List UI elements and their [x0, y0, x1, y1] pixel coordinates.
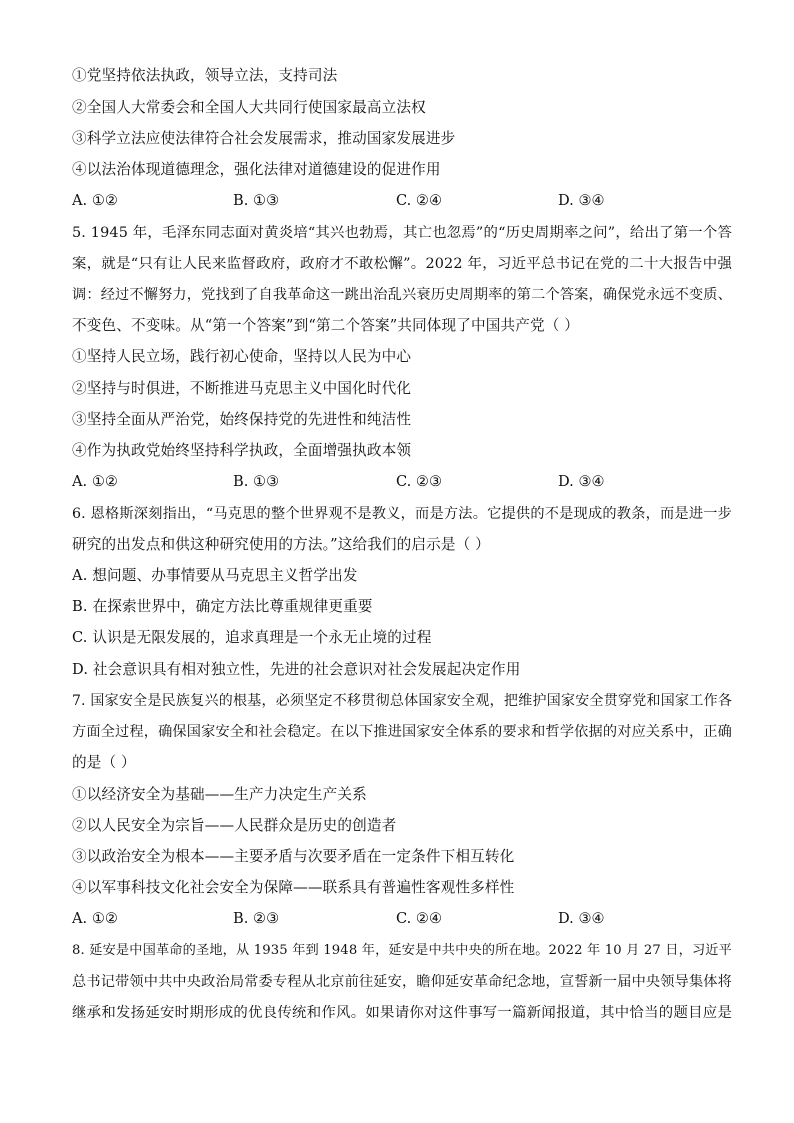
q6-choice-b: B. 在探索世界中，确定方法比尊重规律更重要: [72, 598, 373, 615]
q7-option-b: B. ②③: [233, 910, 280, 927]
q7-options: [72, 909, 732, 929]
q7-option-c: C. ②④: [396, 910, 443, 927]
q6-stem-line-1: 6. 恩格斯深刻指出，“马克思的整个世界观不是教义，而是方法。它提供的不是现成的教条，而是进一步: [72, 506, 732, 522]
q8-stem-line-3: 继承和发扬延安时期形成的优良传统和作风。如果请你对这件事写一篇新闻报道，其中恰当的题目应是: [72, 1005, 732, 1021]
q5-item-1: ①坚持人民立场，践行初心使命，坚持以人民为中心: [72, 348, 412, 365]
q8-stem-line-2: 总书记带领中共中央政治局常委专程从北京前往延安，瞻仰延安革命纪念地，宣誓新一届中央领导集体将: [72, 974, 732, 990]
q6-choice-a: A. 想问题、办事情要从马克思主义哲学出发: [72, 567, 358, 584]
q7-option-a: A. ①②: [72, 910, 118, 927]
q7-item-3: ③以政治安全为根本——主要矛盾与次要矛盾在一定条件下相互转化: [72, 848, 515, 865]
q5-item-4: ④作为执政党始终坚持科学执政，全面增强执政本领: [72, 442, 412, 459]
q4-option-d: D. ③④: [558, 192, 605, 209]
q7-option-d: D. ③④: [558, 910, 605, 927]
q5-stem-line-3: 调：经过不懈努力，党找到了自我革命这一跳出治乱兴衰历史周期率的第二个答案，确保党永远不变质、: [72, 287, 732, 303]
q5-item-3: ③坚持全面从严治党，始终保持党的先进性和纯洁性: [72, 411, 412, 428]
q6-choice-c: C. 认识是无限发展的，追求真理是一个永无止境的过程: [72, 629, 432, 646]
q5-stem-line-4: 不变色、不变味。从“第一个答案”到“第二个答案”共同体现了中国共产党（ ）: [72, 317, 580, 334]
q5-option-c: C. ②③: [396, 473, 443, 490]
q5-option-d: D. ③④: [558, 473, 605, 490]
q6-stem-line-2: 研究的出发点和供这种研究使用的方法。”这给我们的启示是（ ）: [72, 536, 490, 553]
q7-item-1: ①以经济安全为基础——生产力决定生产关系: [72, 786, 367, 803]
q5-stem-line-2: 案，就是“只有让人民来监督政府，政府才不敢松懈”。2022 年，习近平总书记在党的二十大报告中强: [72, 256, 732, 272]
q7-item-2: ②以人民安全为宗旨——人民群众是历史的创造者: [72, 817, 397, 834]
q5-options: [72, 472, 732, 492]
q7-stem-line-1: 7. 国家安全是民族复兴的根基，必须坚定不移贯彻总体国家安全观，把维护国家安全贯穿党和国家工作各: [72, 693, 732, 709]
q7-item-4: ④以军事科技文化社会安全为保障——联系具有普遍性客观性多样性: [72, 879, 515, 896]
q5-stem-line-1: 5. 1945 年，毛泽东同志面对黄炎培“其兴也勃焉，其亡也忽焉”的“历史周期率之问”，给出了第一个答: [72, 225, 732, 241]
q4-item-2: ②全国人大常委会和全国人大共同行使国家最高立法权: [72, 99, 426, 116]
q4-item-4: ④以法治体现道德理念，强化法律对道德建设的促进作用: [72, 161, 441, 178]
q5-option-a: A. ①②: [72, 473, 118, 490]
q5-option-b: B. ①③: [233, 473, 280, 490]
q4-item-1: ①党坚持依法执政，领导立法，支持司法: [72, 67, 338, 84]
q4-item-3: ③科学立法应使法律符合社会发展需求，推动国家发展进步: [72, 130, 456, 147]
q4-options: [72, 191, 732, 211]
q8-stem-line-1: 8. 延安是中国革命的圣地，从 1935 年到 1948 年，延安是中共中央的所在地。2022 年 10 月 27 日，习近平: [72, 943, 732, 958]
q7-stem-line-3: 的是（ ）: [72, 754, 136, 771]
q6-choice-d: D. 社会意识具有相对独立性，先进的社会意识对社会发展起决定作用: [72, 661, 521, 678]
q7-stem-line-2: 方面全过程，确保国家安全和社会稳定。在以下推进国家安全体系的要求和哲学依据的对应关系中，正确: [72, 724, 732, 740]
q4-option-a: A. ①②: [72, 192, 118, 209]
q5-item-2: ②坚持与时俱进，不断推进马克思主义中国化时代化: [72, 380, 412, 397]
q4-option-c: C. ②④: [396, 192, 443, 209]
q4-option-b: B. ①③: [233, 192, 280, 209]
